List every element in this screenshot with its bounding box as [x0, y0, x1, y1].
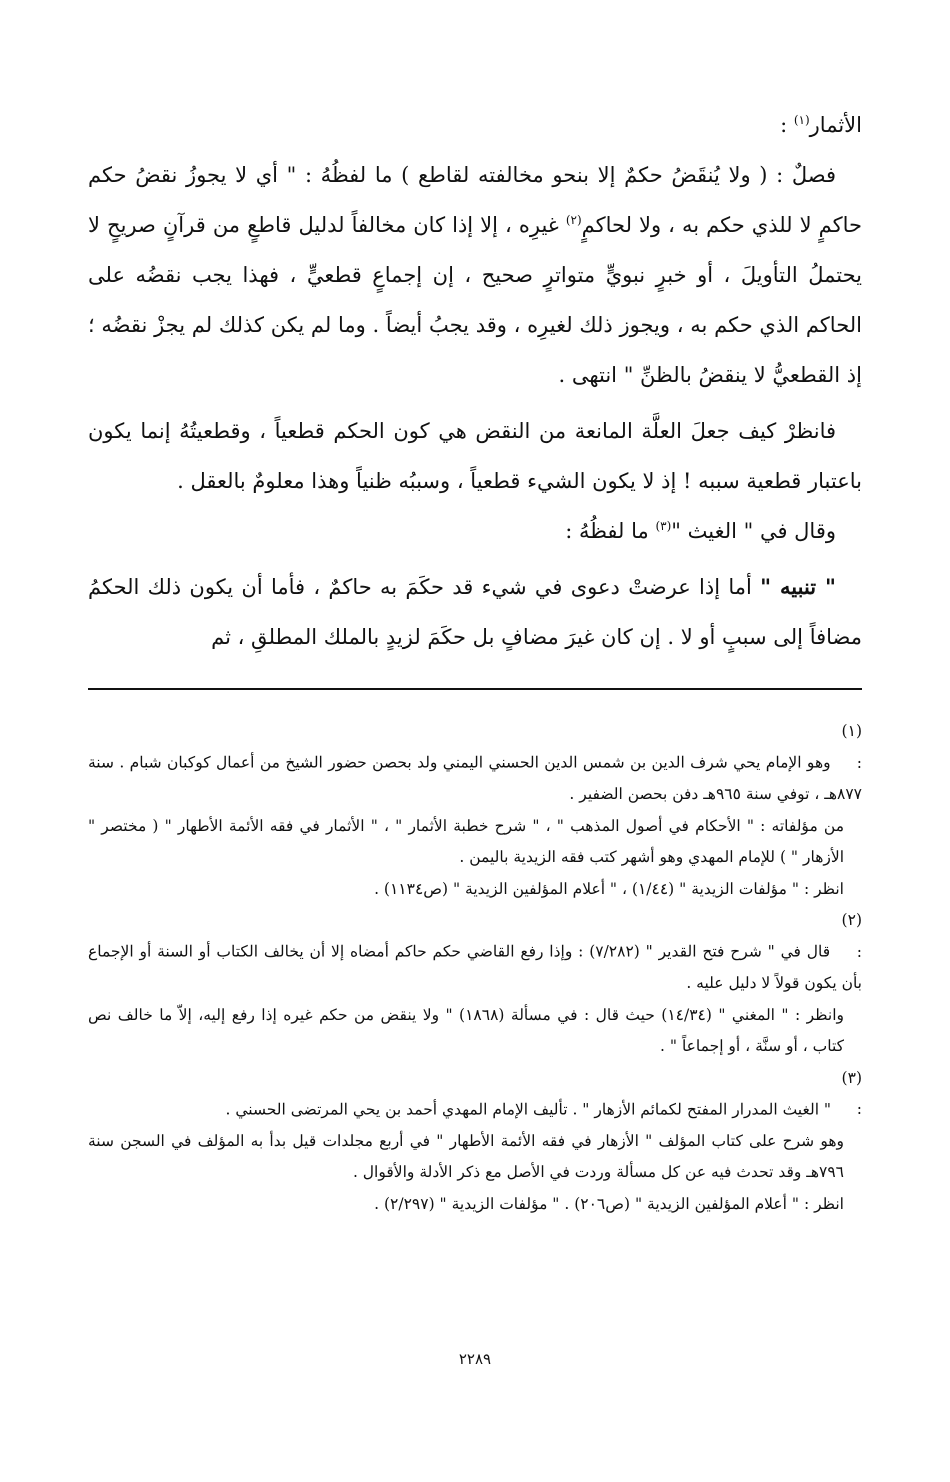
- footnote-ref-3: (٣): [655, 519, 672, 533]
- footnotes-section: [88, 712, 862, 1220]
- opening-colon: :: [780, 113, 794, 137]
- footnote-ref-2: (٢): [565, 213, 582, 227]
- footnote-3-description: وهو شرح على كتاب المؤلف " الأزهار في فقه الأئمة الأطهار " في أربع مجلدات قيل بدأ به المؤلف في السجن سنة ٧٩٦هـ وقد تحدث فيه عن كل مسألة وردت في الأصل مع ذكر الأدلة والأقوال .: [88, 1131, 844, 1181]
- paragraph-ghayth-quote: [88, 506, 862, 556]
- tanbih-heading: " تنبيه ": [760, 574, 836, 599]
- document-page: [88, 0, 862, 1482]
- footnote-1-works: من مؤلفاته : " الأحكام في أصول المذهب " ، " شرح خطبة الأثمار " ، " الأثمار في فقه الأئمة الأطهار " ( مختصر " الأزهار " ) للإمام المهدي وهو أشهر كتب فقه الزيدية باليمن .: [88, 816, 844, 866]
- opening-word: الأثمار: [809, 113, 862, 137]
- ghayth-intro: وقال في " الغيث ": [671, 519, 836, 543]
- paragraph-fasl: [88, 150, 862, 400]
- opening-line: [88, 100, 862, 150]
- page-number: ٢٢٨٩: [458, 1350, 492, 1368]
- tanbih-text: أما إذا عرضتْ دعوى في شيء قد حكَمَ به حاكمٌ ، فأما أن يكون ذلك الحكمُ مضافاً إلى سببٍ أو لا . إن كان غيرَ مضافٍ بل حكَمَ لزيدٍ بالملك المطلقِ ، ثم: [88, 575, 862, 649]
- footnote-2-text-a: قال في " شرح فتح القدير " (٧/٢٨٢) : وإذا رفع القاضي حكم حاكم أمضاه إلا أن يخالف الكتاب أو السنة أو الإجماع بأن يكون قولاً لا دليل عليه .: [88, 942, 862, 992]
- paragraph-fasl-continued: غيرِه ، إلا إذا كان مخالفاً لدليل قاطعٍ من قرآنٍ صريحٍ لا يحتملُ التأويلَ ، أو خبرٍ نبويٍّ متواترٍ صحيح ، إن إجماعٍ قطعيٍّ ، فهذا يجب نقضُه على الحاكم الذي حكم به ، ويجوز ذلك لغيرِه ، وقد يجبُ أيضاً . وما لم يكن كذلك لم يجزْ نقضُه ؛ إذ القطعيُّ لا ينقضُ بالظنِّ " انتهى .: [88, 213, 862, 387]
- paragraph-tanbih: [88, 562, 862, 662]
- footnote-ref-1: (١): [793, 113, 810, 127]
- footnote-1-text-a: وهو الإمام يحي شرف الدين بن شمس الدين الحسني اليمني ولد بحصن حضور الشيخ من أعمال كوكبان شبام . سنة ٨٧٧هـ ، توفي سنة ٩٦٥هـ دفن بحصن الضفير .: [88, 753, 862, 803]
- footnote-3-label: (٣) :: [841, 1068, 862, 1118]
- ghayth-intro-tail: ما لفظُهُ :: [565, 519, 656, 543]
- main-text-body: [88, 100, 862, 662]
- footnote-2: [88, 905, 862, 1000]
- footnote-3: [88, 1063, 862, 1126]
- paragraph-fasl-text: فصلٌ : ( ولا يُنقَضُ حكمٌ إلا بنحو مخالفته لقاطع ) ما لفظُهُ : " أي لا يجوزُ نقضُ حكم حاكمٍ لا للذي حكم به ، ولا لحاكمٍ: [88, 163, 862, 237]
- footnote-1: [88, 716, 862, 811]
- footnote-3-refs: انظر : " أعلام المؤلفين الزيدية " (ص٢٠٦) . " مؤلفات الزيدية " (٢/٢٩٧) .: [374, 1194, 844, 1213]
- footnote-1-label: (١) :: [841, 722, 862, 772]
- footnote-1-refs: انظر : " مؤلفات الزيدية " (١/٤٤) ، " أعلام المؤلفين الزيدية " (ص١١٣٤) .: [374, 879, 844, 898]
- footnote-3-text-a: " الغيث المدرار المفتح لكمائم الأزهار " . تأليف الإمام المهدي أحمد بن يحي المرتضى الحسني .: [225, 1100, 832, 1118]
- footnote-separator-line: [88, 688, 862, 690]
- footnote-2-label: (٢) :: [841, 911, 862, 961]
- paragraph-reasoning: فانظرْ كيف جعلَ العلَّة المانعة من النقض هي كون الحكم قطعياً ، وقطعيتُهُ إنما يكون باعتبار قطعية سببه ! إذ لا يكون الشيء قطعياً ، وسببُه ظنياً وهذا معلومٌ بالعقل .: [88, 419, 862, 493]
- footnote-2-mughni: وانظر : " المغني " (١٤/٣٤) حيث قال : في مسألة (١٨٦٨) " ولا ينقض من حكم غيره إذا رفع إليه، إلاّ ما خالف نص كتاب ، أو سنَّة ، أو إجماعاً " .: [88, 1005, 844, 1055]
